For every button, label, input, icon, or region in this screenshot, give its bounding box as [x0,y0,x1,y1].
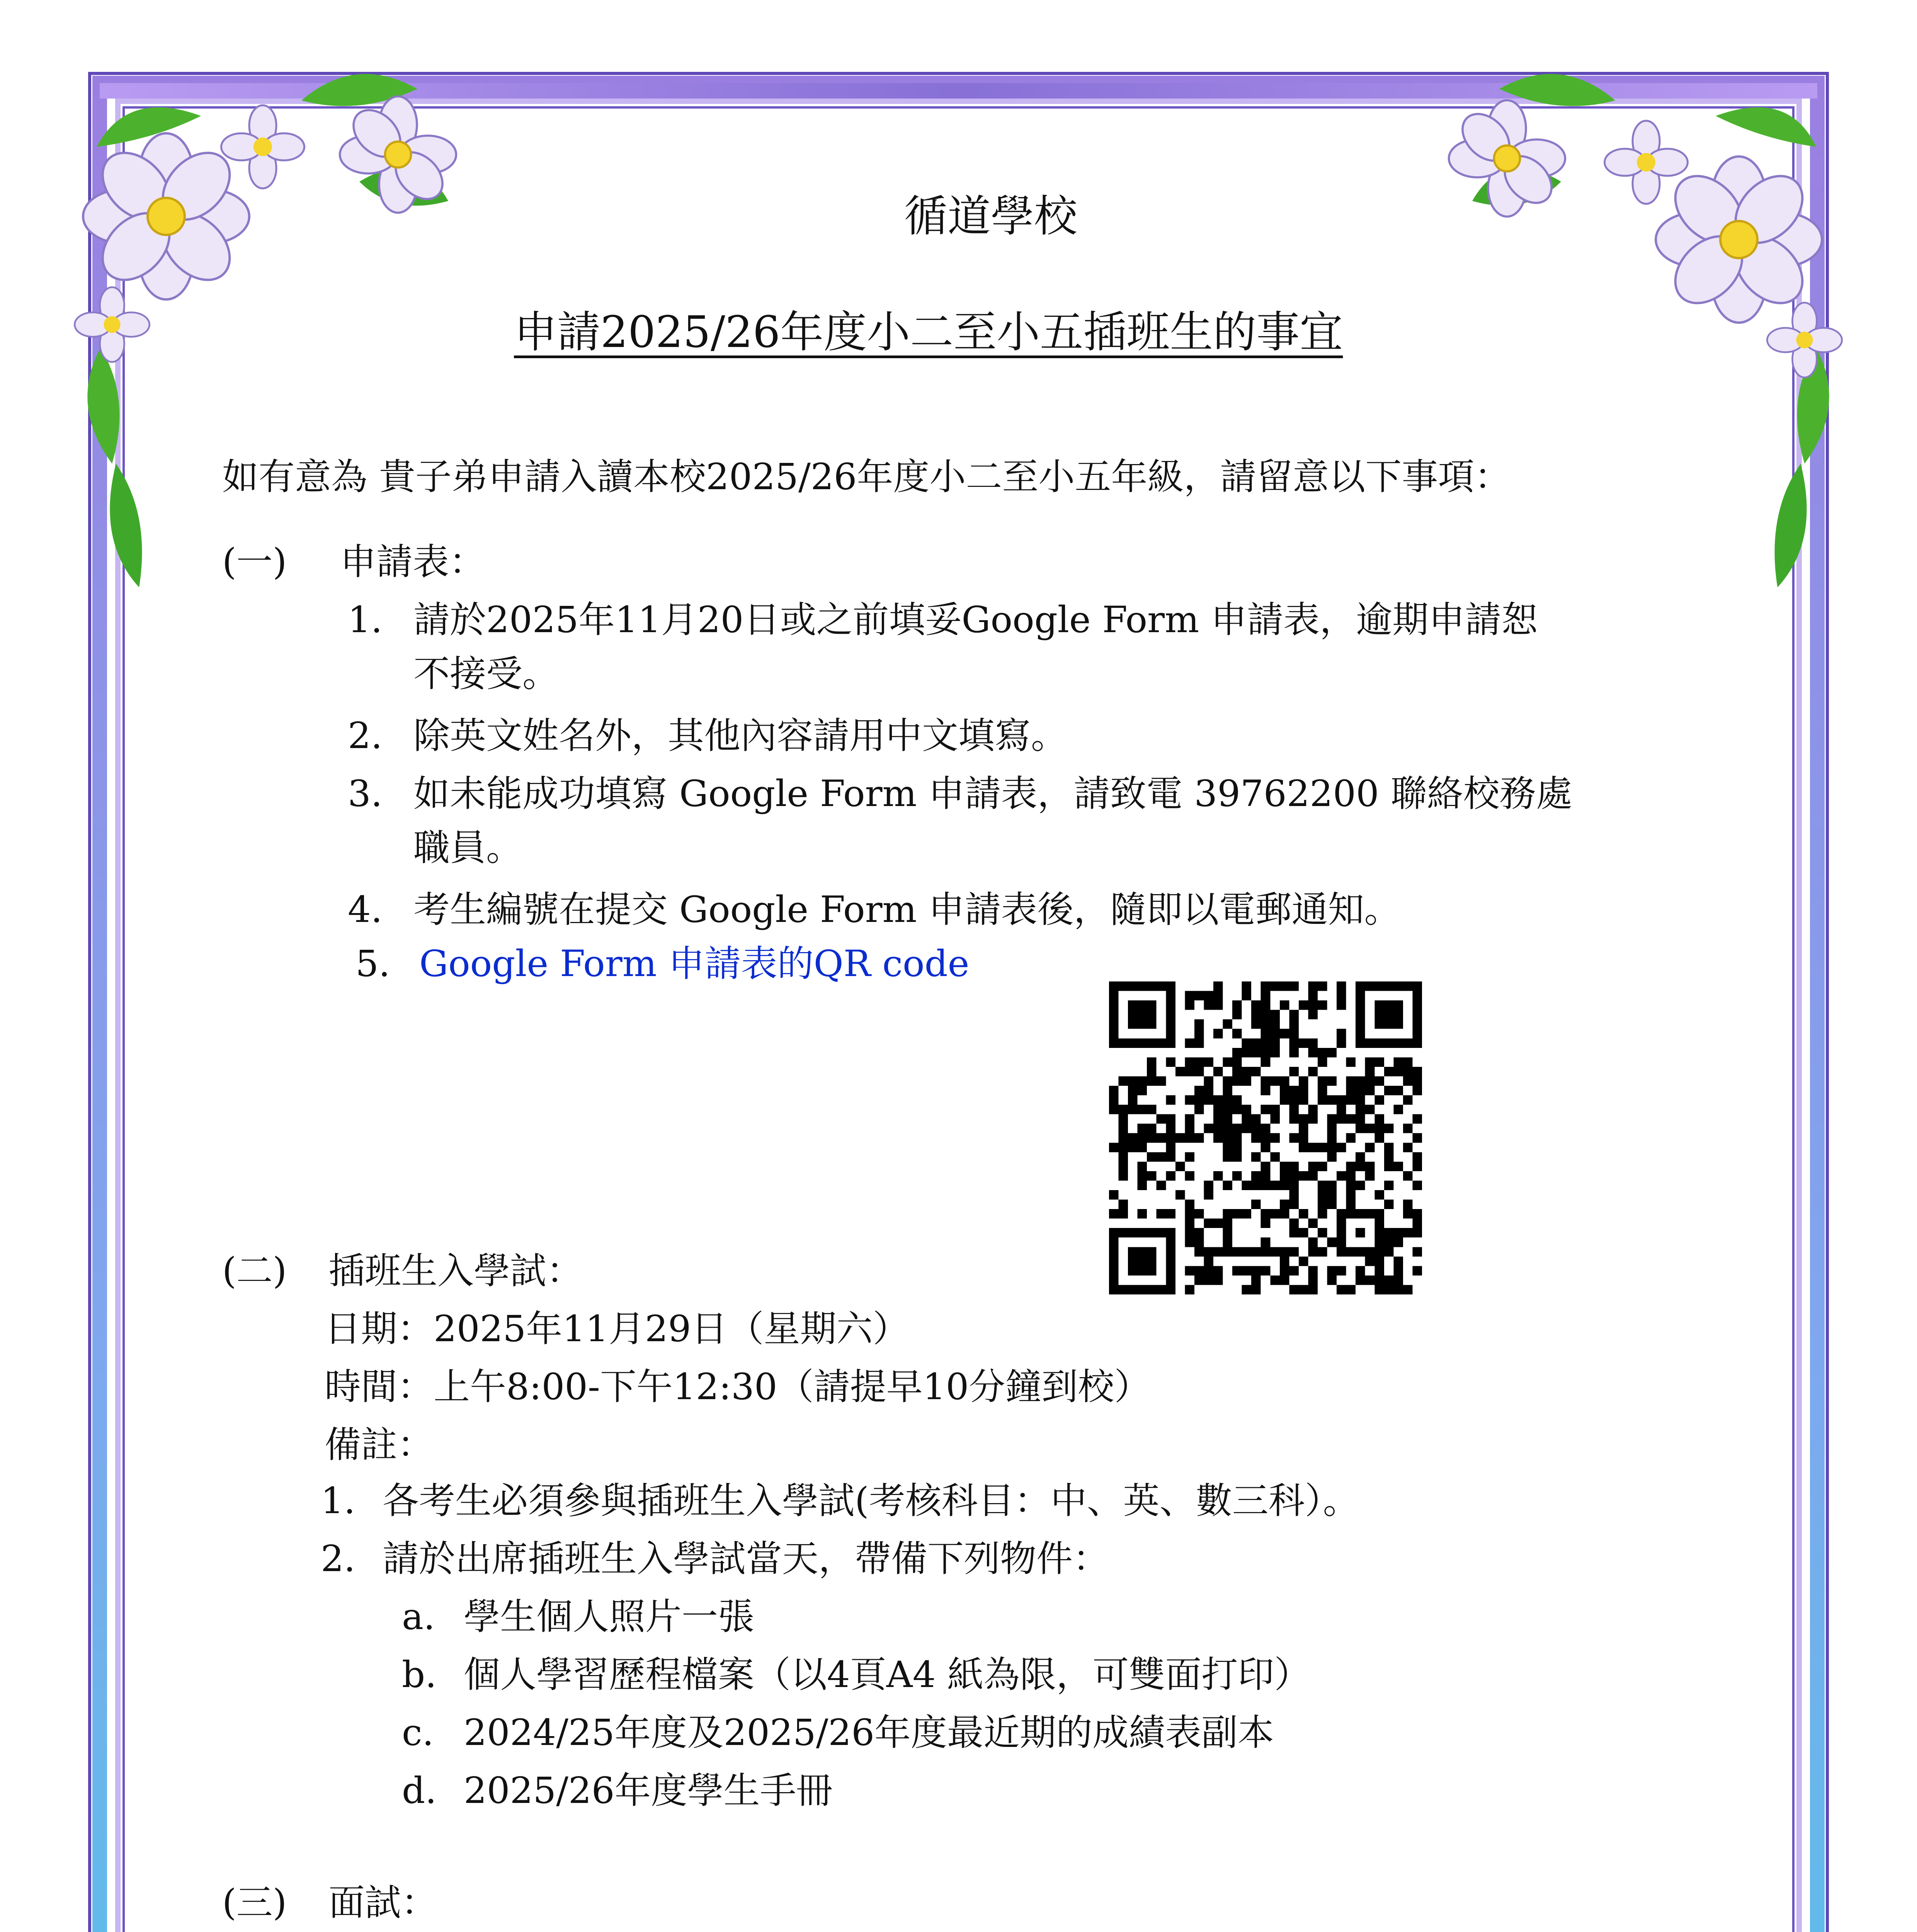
sub-c-text: 2024/25年度及2025/26年度最近期的成績表副本 [464,1712,1274,1754]
sub-b-text: 個人學習歷程檔案（以4頁A4 紙為限，可雙面打印） [464,1654,1311,1696]
sub-a-letter: a. [402,1596,435,1638]
flower-icon [1449,74,1842,587]
exam-date: 日期：2025年11月29日（星期六） [325,1308,909,1350]
s1-item4-line1: 考生編號在提交 Google Form 申請表後，隨即以電郵通知。 [413,889,1401,931]
section3-title: 面試： [328,1882,438,1924]
intro-text: 如有意為 貴子弟申請入讀本校2025/26年度小二至小五年級，請留意以下事項： [222,456,1511,498]
sub-b-letter: b. [402,1654,437,1696]
section3-label: (三) [222,1882,287,1924]
s1-item1-line1: 請於2025年11月20日或之前填妥Google Form 申請表，逾期申請恕 [413,599,1538,641]
exam-time: 時間：上午8:00-下午12:30（請提早10分鐘到校） [325,1366,1151,1408]
s2-remark2-text: 請於出席插班生入學試當天，帶備下列物件： [383,1538,1109,1580]
section2-label: (二) [222,1250,287,1292]
s1-item1-num: 1. [348,599,383,641]
sub-a-text: 學生個人照片一張 [464,1596,755,1638]
section2-title: 插班生入學試： [328,1250,583,1292]
sub-d-letter: d. [402,1770,437,1812]
sub-c-letter: c. [402,1712,434,1754]
s1-item3-line1: 如未能成功填寫 Google Form 申請表，請致電 39762200 聯絡校務處 [413,773,1572,815]
qr-code-link[interactable]: Google Form 申請表的QR code [419,943,970,985]
s2-remark2-num: 2. [321,1538,356,1580]
s1-item5-num: 5. [356,943,390,985]
s1-item1-line2: 不接受。 [413,653,559,695]
remarks-title: 備註： [325,1424,434,1466]
s1-item2-num: 2. [348,715,383,757]
s1-item3-line2: 職員。 [413,827,523,869]
section1-title: 申請表： [340,541,486,583]
flower-icon [75,74,456,587]
sub-d-text: 2025/26年度學生手冊 [464,1770,833,1812]
s2-remark1-num: 1. [321,1480,356,1522]
s1-item4-num: 4. [348,889,383,931]
s2-remark1-text: 各考生必須參與插班生入學試(考核科目：中、英、數三科）。 [383,1480,1359,1522]
qr-code-icon[interactable] [1109,981,1422,1294]
school-name: 循道學校 [904,191,1077,242]
section1-label: (一) [222,541,287,583]
s1-item3-num: 3. [348,773,383,815]
s1-item2-line1: 除英文姓名外，其他內容請用中文填寫。 [413,715,1068,757]
page-title: 申請2025/26年度小二至小五插班生的事宜 [514,307,1343,357]
